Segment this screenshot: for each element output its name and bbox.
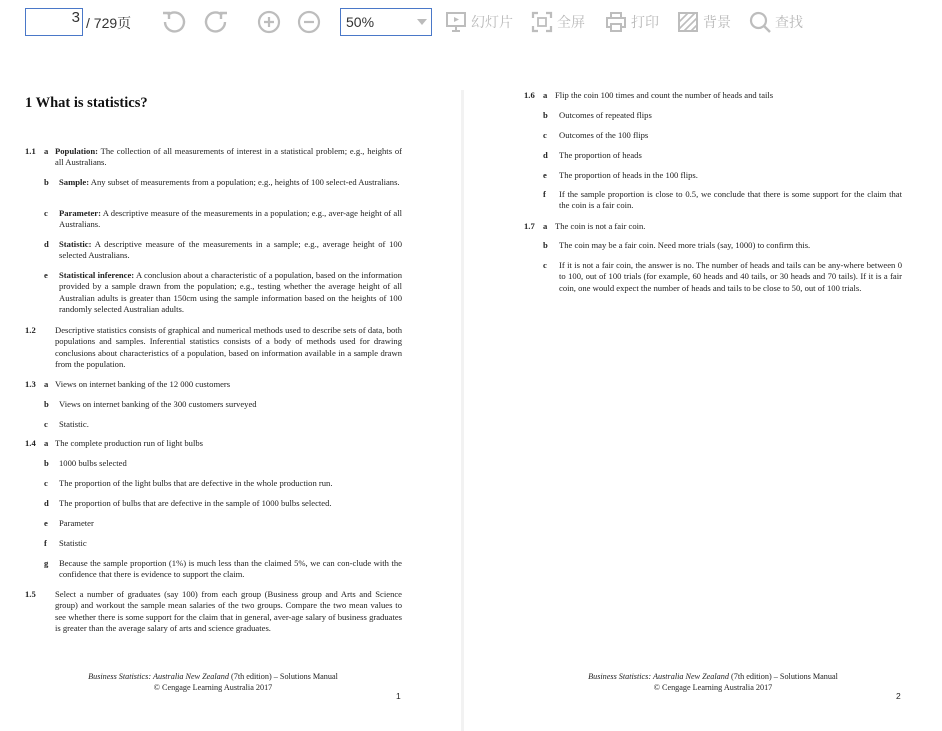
chevron-down-icon [417, 19, 427, 25]
exercise-text: Statistic [59, 538, 87, 548]
page-number-input[interactable]: 3 [25, 8, 83, 36]
zoom-in-icon [256, 8, 284, 36]
footer-edition: (7th edition) – Solutions Manual [728, 672, 838, 681]
slideshow-button[interactable] [444, 8, 513, 36]
chapter-title: 1 What is statistics? [25, 95, 148, 111]
exercise-letter: c [543, 130, 547, 140]
exercise-letter: d [44, 239, 49, 249]
slideshow-label: 幻灯片 [471, 14, 513, 30]
exercise-text: The proportion of heads in the 100 flips. [559, 170, 698, 180]
slideshow-icon [444, 10, 468, 34]
exercise-item [25, 458, 402, 470]
exercise-item [524, 90, 902, 102]
search-icon [748, 10, 772, 34]
term: Sample: [59, 177, 90, 187]
rotate-right-button[interactable] [202, 8, 230, 36]
exercise-letter: d [44, 498, 49, 508]
exercise-text: Statistic. [59, 419, 89, 429]
exercise-number: 1.2 [25, 325, 36, 335]
exercise-text: Flip the coin 100 times and count the number of heads and tails [555, 90, 774, 100]
exercise-text: The proportion of the light bulbs that are defective in the whole production run. [59, 478, 333, 488]
exercise-text: Statistic: A descriptive measure of the measurements in a sample; e.g., average height of 100 selected Australians. [59, 239, 402, 261]
exercise-item [524, 240, 902, 252]
exercise-text: If the sample proportion is close to 0.5, we conclude that there is some support for the claim that the coin is a fair coin. [559, 189, 902, 211]
document-page-1 [0, 44, 460, 731]
exercise-letter: a [44, 146, 49, 156]
footer-book-title: Business Statistics: Australia New Zealand [88, 672, 229, 681]
rotate-left-icon [160, 8, 188, 36]
exercise-letter: b [44, 177, 49, 187]
exercise-item [25, 438, 402, 450]
exercise-letter: b [543, 240, 548, 250]
exercise-text: Views on internet banking of the 300 customers surveyed [59, 399, 257, 409]
exercise-text: Parameter: A descriptive measure of the measurements in a population; e.g., aver-age height of all Australians. [59, 208, 402, 230]
exercise-number: 1.3 [25, 379, 36, 389]
exercise-text: Statistical inference: A conclusion about a characteristic of a population, based on the information provided by a sample drawn from the population; e.g., testing whether the average height of all Australian adults is greater than 150cm using the sample information based on the heights of 100 randomly selected Australian adults. [59, 270, 403, 315]
exercise-letter: g [44, 558, 49, 568]
exercise-letter: c [44, 208, 48, 218]
exercise-item [524, 110, 902, 122]
print-button[interactable] [604, 8, 659, 36]
footer-edition: (7th edition) – Solutions Manual [228, 672, 338, 681]
term: Population: [55, 146, 98, 156]
exercise-letter: c [44, 478, 48, 488]
exercise-item [25, 518, 402, 530]
exercise-item [25, 146, 402, 170]
printer-icon [604, 10, 628, 34]
viewer-toolbar [0, 0, 942, 44]
exercise-letter: b [543, 110, 548, 120]
term: Parameter: [59, 208, 101, 218]
term: Statistical inference: [59, 270, 135, 280]
term: Statistic: [59, 239, 92, 249]
exercise-text: Views on internet banking of the 12 000 customers [55, 379, 231, 389]
zoom-value: 50% [346, 14, 375, 30]
exercise-item [25, 498, 402, 510]
exercise-number: 1.5 [25, 589, 36, 599]
zoom-in-button[interactable] [256, 8, 284, 36]
exercise-number: 1.6 [524, 90, 535, 100]
exercise-item [25, 399, 402, 411]
exercise-number: 1.7 [524, 221, 535, 231]
exercise-letter: b [44, 399, 49, 409]
exercise-number: 1.1 [25, 146, 36, 156]
rotate-left-button[interactable] [160, 8, 188, 36]
zoom-select[interactable] [340, 8, 432, 36]
exercise-item [25, 177, 402, 201]
exercise-item [524, 150, 902, 162]
fullscreen-label: 全屏 [557, 14, 585, 30]
exercise-text: Outcomes of repeated flips [559, 110, 652, 120]
exercise-text: 1000 bulbs selected [59, 458, 127, 468]
exercise-item [25, 239, 402, 263]
exercise-text: If it is not a fair coin, the answer is no. The number of heads and tails can be any-where between 0 to 100, out of 100 trials (for example, 60 heads and 40 tails, or 30 heads and 70 tails). If it is a fair coin, one would expect the number of heads and tails to be close to 50, out of 100 trials. [559, 260, 902, 293]
exercise-letter: f [543, 189, 546, 199]
exercise-letter: b [44, 458, 49, 468]
exercise-letter: c [543, 260, 547, 270]
footer-copyright: © Cengage Learning Australia 2017 [153, 683, 273, 692]
exercise-letter: a [543, 90, 548, 100]
exercise-letter: a [44, 379, 49, 389]
footer-copyright: © Cengage Learning Australia 2017 [653, 683, 773, 692]
exercise-text: Parameter [59, 518, 94, 528]
page-number: 1 [396, 691, 401, 701]
exercise-item [25, 419, 402, 431]
fullscreen-icon [530, 10, 554, 34]
exercise-item [524, 170, 902, 182]
exercise-item [524, 189, 902, 213]
exercise-item [524, 130, 902, 142]
exercise-item [524, 221, 902, 233]
exercise-item [25, 558, 402, 582]
exercise-text: Select a number of graduates (say 100) from each group (Business group and Arts and Science group) and workout the sample mean salaries of the two groups. Compare the two mean values to see whether there is some support for the claim that in general, aver-age salary of business graduates is greater than the average salary of arts and science graduates. [55, 589, 402, 634]
exercise-text: Sample: Any subset of measurements from a population; e.g., heights of 100 select-ed Australians. [59, 177, 400, 187]
exercise-item [25, 208, 402, 232]
exercise-letter: a [44, 438, 49, 448]
exercise-letter: e [543, 170, 547, 180]
exercise-text: Descriptive statistics consists of graphical and numerical methods used to describe sets of data, both populations and samples. Inferential statistics consists of a body of methods used for drawing conclusions about characteristics of a population, based on information available in a sample drawn from the population. [55, 325, 402, 370]
exercise-text: The proportion of heads [559, 150, 642, 160]
find-label: 查找 [775, 14, 803, 30]
find-button[interactable] [748, 8, 803, 36]
exercise-letter: c [44, 419, 48, 429]
background-button[interactable] [676, 8, 731, 36]
exercise-item [25, 478, 402, 490]
background-label: 背景 [703, 14, 731, 30]
zoom-out-button[interactable] [296, 8, 324, 36]
rotate-right-icon [202, 8, 230, 36]
exercise-letter: f [44, 538, 47, 548]
exercise-item [25, 270, 402, 318]
print-label: 打印 [631, 14, 659, 30]
footer-book-title: Business Statistics: Australia New Zealand [588, 672, 729, 681]
exercise-letter: e [44, 270, 48, 280]
exercise-letter: d [543, 150, 548, 160]
exercise-text: Outcomes of the 100 flips [559, 130, 649, 140]
page-number: 2 [896, 691, 901, 701]
exercise-text: The coin may be a fair coin. Need more trials (say, 1000) to confirm this. [559, 240, 811, 250]
exercise-item [25, 379, 402, 391]
exercise-letter: e [44, 518, 48, 528]
page-total-label: / 729页 [86, 15, 132, 31]
page-footer [560, 671, 866, 693]
document-page-2 [464, 44, 942, 731]
exercise-number: 1.4 [25, 438, 36, 448]
exercise-text: The coin is not a fair coin. [555, 221, 646, 231]
background-icon [676, 10, 700, 34]
exercise-text: Because the sample proportion (1%) is much less than the claimed 5%, we can con-clude with the confidence that there is evidence to support the claim. [59, 558, 402, 580]
page-footer [60, 671, 366, 693]
exercise-text: Population: The collection of all measurements of interest in a statistical problem; e.g., heights of all Australians. [55, 146, 402, 168]
zoom-out-icon [296, 8, 324, 36]
exercise-letter: a [543, 221, 548, 231]
exercise-item [25, 325, 402, 373]
fullscreen-button[interactable] [530, 8, 585, 36]
exercise-item [524, 260, 902, 308]
exercise-text: The complete production run of light bulbs [55, 438, 203, 448]
exercise-item [25, 538, 402, 550]
exercise-text: The proportion of bulbs that are defective in the sample of 1000 bulbs selected. [59, 498, 332, 508]
exercise-item [25, 589, 402, 649]
